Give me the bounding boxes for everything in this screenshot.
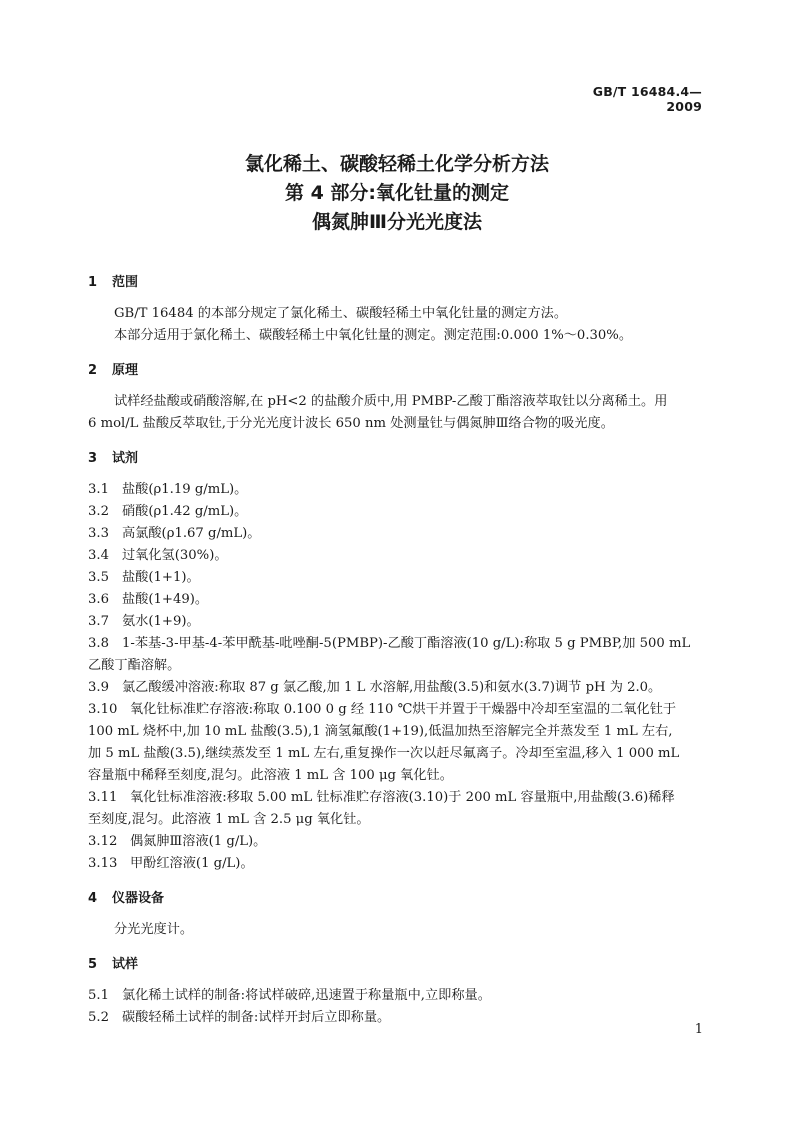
- item-number: 3.6: [88, 592, 109, 607]
- paragraph-continuation: 6 mol/L 盐酸反萃取钍,于分光光度计波长 650 nm 处测量钍与偶氮胂Ⅲ络合物的吸光度。: [88, 416, 614, 431]
- list-item: [88, 787, 710, 809]
- standard-number: GB/T 16484.4—2009: [592, 84, 702, 114]
- list-item: [88, 523, 710, 545]
- list-item: [88, 567, 710, 589]
- item-text: 氧化钍标准贮存溶液:称取 0.100 0 g 经 110 ℃烘干并置于干燥器中冷却至室温的二氧化钍于: [130, 702, 677, 717]
- item-text: 甲酚红溶液(1 g/L)。: [130, 856, 254, 871]
- list-item: [88, 831, 710, 853]
- item-text: 碳酸轻稀土试样的制备:试样开封后立即称量。: [122, 1010, 391, 1025]
- item-number: 3.13: [88, 856, 118, 871]
- document-title: [0, 150, 794, 237]
- section-number: 4: [88, 891, 98, 906]
- section-title: 试样: [112, 957, 139, 972]
- section-number: 3: [88, 451, 98, 466]
- paragraph: GB/T 16484 的本部分规定了氯化稀土、碳酸轻稀土中氧化钍量的测定方法。: [114, 306, 568, 321]
- list-item: [88, 611, 710, 633]
- section-heading-sample: [88, 954, 710, 976]
- section-title: 范围: [112, 275, 139, 290]
- list-item: [88, 677, 710, 699]
- item-continuation: 至刻度,混匀。此溶液 1 mL 含 2.5 μg 氧化钍。: [88, 812, 370, 827]
- item-text: 偶氮胂Ⅲ溶液(1 g/L)。: [130, 834, 267, 849]
- item-text: 高氯酸(ρ1.67 g/mL)。: [122, 526, 261, 541]
- title-line-1: 氯化稀土、碳酸轻稀土化学分析方法: [244, 153, 549, 175]
- item-text: 氯乙酸缓冲溶液:称取 87 g 氯乙酸,加 1 L 水溶解,用盐酸(3.5)和氨水(3.7)调节 pH 为 2.0。: [122, 680, 662, 695]
- list-item: [88, 633, 710, 655]
- item-text: 1-苯基-3-甲基-4-苯甲酰基-吡唑酮-5(PMBP)-乙酸丁酯溶液(10 g/L):称取 5 g PMBP,加 500 mL: [122, 636, 691, 651]
- section-title: 原理: [112, 363, 139, 378]
- item-text: 氧化钍标准溶液:移取 5.00 mL 钍标准贮存溶液(3.10)于 200 mL 容量瓶中,用盐酸(3.6)稀释: [130, 790, 675, 805]
- section-number: 2: [88, 363, 98, 378]
- list-item: [88, 501, 710, 523]
- paragraph: 试样经盐酸或硝酸溶解,在 pH<2 的盐酸介质中,用 PMBP-乙酸丁酯溶液萃取钍以分离稀土。用: [114, 394, 668, 409]
- item-continuation: 100 mL 烧杯中,加 10 mL 盐酸(3.5),1 滴氢氟酸(1+19),低温加热至溶解完全并蒸发至 1 mL 左右,: [88, 724, 673, 739]
- section-number: 1: [88, 275, 98, 290]
- item-number: 3.4: [88, 548, 109, 563]
- item-number: 3.7: [88, 614, 109, 629]
- section-title: 试剂: [112, 451, 139, 466]
- item-number: 5.2: [88, 1010, 109, 1025]
- list-item: [88, 589, 710, 611]
- section-title: 仪器设备: [112, 891, 165, 906]
- list-item: [88, 1007, 710, 1029]
- section-heading-apparatus: [88, 888, 710, 910]
- item-text: 硝酸(ρ1.42 g/mL)。: [122, 504, 248, 519]
- item-continuation: 乙酸丁酯溶解。: [88, 658, 181, 673]
- document-body: [88, 272, 710, 1029]
- list-item: [88, 699, 710, 721]
- item-text: 盐酸(1+49)。: [122, 592, 209, 607]
- list-item: [88, 985, 710, 1007]
- item-number: 3.12: [88, 834, 118, 849]
- item-text: 氯化稀土试样的制备:将试样破碎,迅速置于称量瓶中,立即称量。: [122, 988, 491, 1003]
- title-line-2: 第 4 部分:氧化钍量的测定: [284, 182, 510, 204]
- item-number: 5.1: [88, 988, 109, 1003]
- item-continuation: 容量瓶中稀释至刻度,混匀。此溶液 1 mL 含 100 μg 氧化钍。: [88, 768, 453, 783]
- paragraph: 本部分适用于氯化稀土、碳酸轻稀土中氧化钍量的测定。测定范围:0.000 1%～0.30%。: [114, 328, 633, 343]
- list-item: [88, 479, 710, 501]
- item-text: 过氧化氢(30%)。: [122, 548, 228, 563]
- section-number: 5: [88, 957, 98, 972]
- section-heading-scope: [88, 272, 710, 294]
- item-number: 3.11: [88, 790, 118, 805]
- list-item: [88, 545, 710, 567]
- item-number: 3.2: [88, 504, 109, 519]
- list-item: [88, 853, 710, 875]
- item-continuation: 加 5 mL 盐酸(3.5),继续蒸发至 1 mL 左右,重复操作一次以赶尽氟离子。冷却至室温,移入 1 000 mL: [88, 746, 680, 761]
- item-number: 3.10: [88, 702, 118, 717]
- page-number: 1: [694, 1022, 703, 1037]
- item-number: 3.8: [88, 636, 109, 651]
- paragraph: 分光光度计。: [114, 922, 194, 937]
- item-text: 盐酸(ρ1.19 g/mL)。: [122, 482, 248, 497]
- section-heading-reagents: [88, 448, 710, 470]
- item-text: 盐酸(1+1)。: [122, 570, 200, 585]
- item-number: 3.1: [88, 482, 109, 497]
- item-text: 氨水(1+9)。: [122, 614, 200, 629]
- item-number: 3.3: [88, 526, 109, 541]
- section-heading-principle: [88, 360, 710, 382]
- title-line-3: 偶氮胂Ⅲ分光光度法: [312, 211, 482, 233]
- item-number: 3.9: [88, 680, 109, 695]
- item-number: 3.5: [88, 570, 109, 585]
